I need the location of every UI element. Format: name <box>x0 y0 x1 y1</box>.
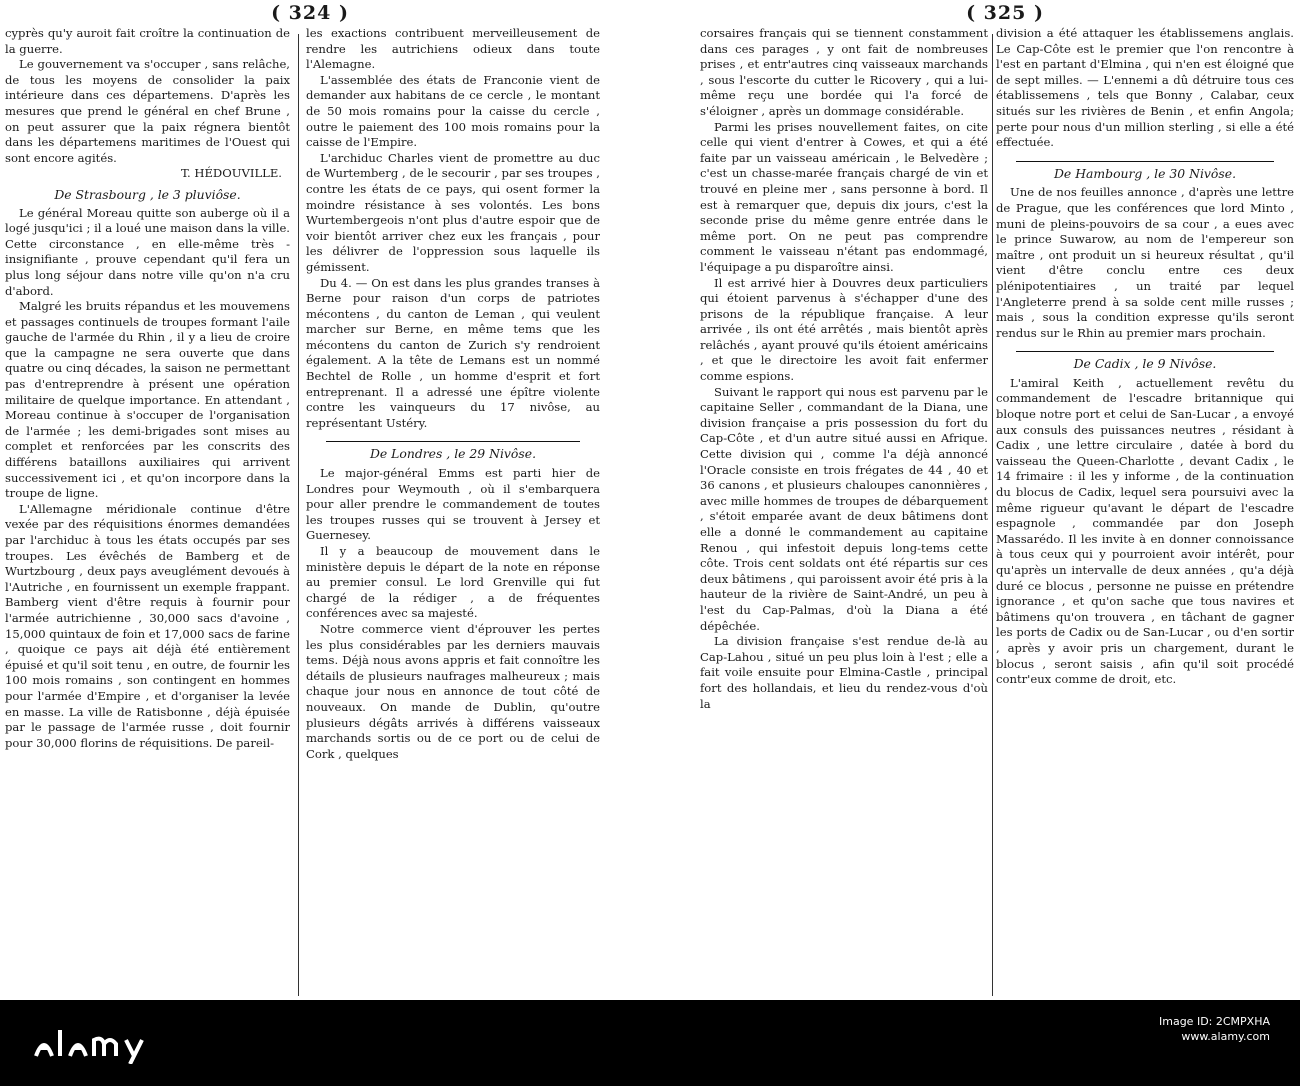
image-id: Image ID: 2CMPXHA <box>1159 1015 1270 1028</box>
site-url: www.alamy.com <box>1181 1030 1270 1043</box>
paragraph: Malgré les bruits répandus et les mouvemens et passages continuels de troupes formant l'aile gauche de l'armée du Rhin , il y a lieu de croire que la campagne ne sera ouverte que dans quatre ou cinq décades, la saison ne permettant pas d'entreprendre à présent une opération militaire de quelque importance. En attendant , Moreau continue à s'occuper de l'organisation de l'armée ; les demi-brigades sont mises au complet et renforcées par les conscrits des différens bataillons auxiliaires qui arrivent successivement ici , et qu'on incorpore dans la troupe de ligne. <box>5 299 290 501</box>
watermark-text <box>1159 1014 1270 1044</box>
paragraph: Suivant le rapport qui nous est parvenu par le capitaine Seller , commandant de la Diana, une division française a pris possession du fort du Cap-Côte , et d'un autre situé aussi en Afrique. Cette division qui , comme l'a déjà annoncé l'Oracle consiste en trois frégates de 44 , 40 et 36 canons , et plusieurs chaloupes canonnières , avec mille hommes de troupes de débarquement , s'étoit emparée avant de deux bâtimens dont elle a donné le commandement au capitaine Renou , qui infestoit depuis long-tems cette côte. Trois cent soldats ont été répartis sur ces deux bâtimens , qui paroissent avoir été pris à la hauteur de la rivière de Saint-André, un peu à l'est du Cap-Palmas, d'où la Diana a été dépêchée. <box>700 384 988 633</box>
signature: T. HÉDOUVILLE. <box>180 166 282 181</box>
paragraph: L'assemblée des états de Franconie vient de demander aux habitans de ce cercle , le montant de 50 mois romains pour la caisse du cercle , outre le paiement des 100 mois romains pour la caisse de l'Empire. <box>306 72 600 150</box>
text-column <box>996 26 1294 994</box>
right-page <box>680 0 1300 1000</box>
stock-watermark-bar <box>0 1000 1300 1086</box>
paragraph: les exactions contribuent merveilleusement de rendre les autrichiens odieux dans toute l'Alemagne. <box>306 26 600 72</box>
text-column <box>700 26 988 994</box>
column-rule <box>992 34 993 996</box>
text-column <box>5 26 290 994</box>
paragraph: cyprès qu'y auroit fait croître la continuation de la guerre. <box>5 26 290 56</box>
dateline: De Hambourg , le 30 Nivôse. <box>1016 161 1274 182</box>
paragraph: Parmi les prises nouvellement faites, on cite celle qui vient d'entrer à Cowes, et qui a été faite par un vaisseau américain , le Belvedère ; c'est un chasse-marée français chargé de vin et trouvé en pleine mer , sans personne à bord. Il est à remarquer que, depuis dix jours, c'est la seconde prise du même genre entrée dans le même port. On ne peut pas comprendre comment le vaisseau n'étant pas endommagé, l'équipage a pu disparoître ainsi. <box>700 119 988 274</box>
dateline: De Cadix , le 9 Nivôse. <box>1016 351 1274 372</box>
left-page <box>0 0 620 1000</box>
dateline: De Londres , le 29 Nivôse. <box>326 441 580 462</box>
paragraph: La division française s'est rendue de-là au Cap-Lahou , situé un peu plus loin à l'est ; elle a fait voile ensuite pour Elmina-Castle , principal fort des hollandais, et lieu du rendez-vous d'où la <box>700 634 988 711</box>
dateline: De Strasbourg , le 3 pluviôse. <box>54 186 241 202</box>
paragraph: corsaires français qui se tiennent constamment dans ces parages , y ont fait de nombreuses prises , et entr'autres cinq vaisseaux marchands , sous l'escorte du cutter le Ricovery , qui a lui-même reçu une bordée qui l'a forcé de s'éloigner , après un dommage considérable. <box>700 26 988 118</box>
paragraph: Une de nos feuilles annonce , d'après une lettre de Prague, que les conférences que lord Minto , muni de pleins-pouvoirs de sa cour , a eues avec le prince Suwarow, au nom de l'empereur son maître , ont produit un si heureux résultat , qu'il vient d'être conclu entre ces deux plénipotentiaires , un traité par lequel l'Angleterre prend à sa solde cent mille russes ; mais , sous la condition expresse qu'ils seront rendus sur le Rhin au premier mars prochain. <box>996 185 1294 340</box>
paragraph: Le major-général Emms est parti hier de Londres pour Weymouth , où il s'embarquera pour aller prendre le commandement de toutes les troupes russes qui se trouvent à Jersey et Guernesey. <box>306 466 600 543</box>
paragraph: Il y a beaucoup de mouvement dans le ministère depuis le départ de la note en réponse au premier consul. Le lord Grenville qui fut chargé de la rédiger , a de fréquentes conférences avec sa majesté. <box>306 544 600 621</box>
page-number: ( 325 ) <box>966 2 1044 24</box>
paragraph: L'archiduc Charles vient de promettre au duc de Wurtemberg , de le secourir , par ses troupes , contre les états de ce pays, qui osent former la moindre résistance à ses volontés. Les bons Wurtembergeois n'ont plus d'autre espoir que de voir bientôt arriver chez eux les français , pour les délivrer de l'oppression sous laquelle ils gémissent. <box>306 150 600 274</box>
paragraph: Le général Moreau quitte son auberge où il a logé jusqu'ici ; il a loué une maison dans la ville. Cette circonstance , en elle-même très - insignifiante , prouve cependant qu'il fera un plus long séjour dans notre ville qu'on n'a cru d'abord. <box>5 205 290 298</box>
text-column <box>306 26 600 994</box>
alamy-logo <box>30 1024 160 1064</box>
paragraph: Notre commerce vient d'éprouver les pertes les plus considérables par les derniers mauvais tems. Déjà nous avons appris et fait connoître les détails de plusieurs naufrages malheureux ; mais chaque jour nous en annonce de tout côté de nouveaux. On mande de Dublin, qu'outre plusieurs dégâts arrivés à différens vaisseaux marchands sortis ou de ce port ou de celui de Cork , quelques <box>306 621 600 761</box>
paragraph: Du 4. — On est dans les plus grandes transes à Berne pour raison d'un corps de patriotes mécontens , du canton de Leman , qui veulent marcher sur Berne, en même tems que les mécontens du canton de Zurich s'y rendroient également. A la tête de Lemans est un nommé Bechtel de Rolle , un homme d'esprit et fort entreprenant. Il a adressé une épître violente contre les vainqueurs du 17 nivôse, au représentant Ustéry. <box>306 275 600 430</box>
paragraph: L'amiral Keith , actuellement revêtu du commandement de l'escadre britannique qui bloque notre port et celui de San-Lucar , a envoyé aux consuls des puissances neutres , résidant à Cadix , une lettre circulaire , datée à bord du vaisseau the Queen-Charlotte , devant Cadix , le 14 frimaire : il les y informe , de la continuation du blocus de Cadix, lequel sera poursuivi avec la même rigueur qu'avant le départ de l'escadre espagnole , commandée par don Joseph Massarédo. Il les invite à en donner connoissance à tous ceux qui y pourroient avoir intérêt, pour qu'après un intervalle de deux années , qu'a déjà duré ce blocus , personne ne puisse en prétendre ignorance , et qu'on sache que tous navires et bâtimens qu'on trouvera , en tâchant de gagner les ports de Cadix ou de San-Lucar , ou d'en sortir , après y avoir pris un chargement, durant le blocus , seront saisis , afin qu'il soit procédé contr'eux comme de droit, etc. <box>996 375 1294 687</box>
page-number: ( 324 ) <box>271 2 349 24</box>
paragraph: division a été attaquer les établissemens anglais. Le Cap-Côte est le premier que l'on rencontre à l'est en partant d'Elmina , qui n'en est éloigné que de sept milles. — L'ennemi a dû détruire tous ces établissemens , tels que Bonny , Calabar, ceux situés sur les rivières de Benin , et enfin Angola; perte pour nous d'un million sterling , si elle a été effectuée. <box>996 26 1294 150</box>
paragraph: L'Allemagne méridionale continue d'être vexée par des réquisitions énormes demandées par l'archiduc à tous les états occupés par ses troupes. Les évêchés de Bamberg et de Wurtzbourg , deux pays aveuglément devoués à l'Autriche , en fournissent un exemple frappant. Bamberg vient d'être requis à fournir pour l'armée autrichienne , 30,000 sacs d'avoine , 15,000 quintaux de foin et 17,000 sacs de farine , quoique ce pays ait déjà été entièrement épuisé et qu'il soit tenu , en outre, de fournir les 100 mois romains , son contingent en hommes pour l'armée d'Empire , et d'organiser la levée en masse. La ville de Ratisbonne , déjà épuisée par le passage de l'armée russe , doit fournir pour 30,000 florins de réquisitions. De pareil- <box>5 501 290 750</box>
paragraph: Il est arrivé hier à Douvres deux particuliers qui étoient parvenus à s'échapper d'une des prisons de la république française. A leur arrivée , ils ont été arrêtés , mais bientôt après relâchés , ayant prouvé qu'ils étoient américains , et que le directoire les avoit fait enfermer comme espions. <box>700 275 988 384</box>
paragraph: Le gouvernement va s'occuper , sans relâche, de tous les moyens de consolider la paix intérieure dans ces départemens. D'après les mesures que prend le général en chef Brune , on peut assurer que la paix régnera bientôt dans les départemens maritimes de l'Ouest qui sont encore agités. <box>5 57 290 165</box>
column-rule <box>298 34 299 996</box>
